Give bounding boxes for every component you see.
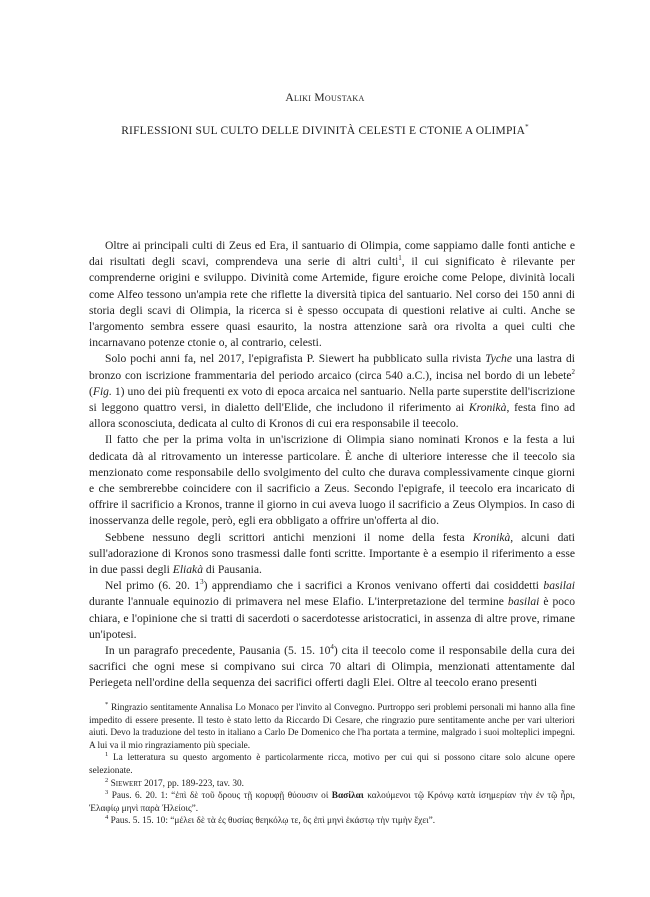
text-run: 1) uno dei più frequenti ex voto di epoca arcaica nel santuario. Nella parte superstite dell'iscrizione si leggono quattro versi, in dialetto dell'Elide, che includono il riferimento ai [89,384,575,415]
footnote-text: 2017, pp. 189-223, tav. 30. [141,778,244,789]
footnote-ref-1: 1 [398,254,402,263]
paragraph-4 [89,530,575,579]
footnote-1 [89,752,575,777]
text-run: durante l'annuale equinozio di primavera nel mese Elafio. L'interpretazione del termine [89,595,508,609]
paragraph-5 [89,578,575,643]
greek-quote-emphasis: Βασίλαι [331,791,364,802]
term-kronika: Kronikà [468,401,507,415]
text-run: è poco chiara, e l'opinione che si tratti di sacerdoti o sacerdotesse aristocratici, in assenza di altre prove, rimane un'ipotesi. [89,595,575,641]
text-run: Nel primo (6. 20. 1 [105,579,201,593]
greek-quote: καλούμενοι τῷ Κρόνῳ κατὰ ἰσημερίαν τὴν ἐν τῷ ἦρι, Ἐλαφίῳ μηνὶ παρὰ Ἠλείοις”. [89,791,576,814]
footnote-4 [89,815,575,828]
footnote-ref-2: 2 [571,367,575,376]
footnote-ref-3: 3 [200,578,204,587]
text-run: ( [89,384,93,398]
footnote-2 [89,778,575,791]
source-reference: Paus. 5. 15. 10: [110,816,171,827]
footnote-ref-4: 4 [330,643,334,652]
footnote-marker: 1 [105,751,109,759]
term-kronika: Kronikà [472,530,511,544]
source-reference: Paus. 6. 20. 1: [111,791,172,802]
main-text [89,238,575,692]
footnote-star [89,702,575,752]
paragraph-6 [89,643,575,692]
footnote-marker: 4 [105,814,109,822]
text-run: , il cui significato è rilevante per comprenderne origini e sviluppo. Divinità come Artemide, figure eroiche come Pelope, divinità locali come Alfeo tessono un'ampia rete che riflette la diversità tipica del santuario. Nel corso dei 150 anni di storia degli scavi di Olimpia, la ricerca si è spesso occupata di questioni relative ai culti. Anche se l'argomento sembra essere quasi esaurito, la nostra attenzione sarà ora rivolta a quei culti che incarnavano potenze ctonie o, al contrario, celesti. [89,255,575,350]
term-eliaka: Eliakà [172,563,203,577]
figure-ref: Fig. [92,384,112,398]
term-basilai: basilai [543,579,575,593]
text-run: Sebbene nessuno degli scrittori antichi menzioni il nome della festa [105,530,473,544]
text-run: Solo pochi anni fa, nel 2017, l'epigrafista P. Siewert ha pubblicato sulla rivista [105,352,486,366]
footnote-marker: 3 [105,789,109,797]
footnote-text: La letteratura su questo argomento è particolarmente ricca, motivo per cui qui si possono citare solo alcune opere selezionate. [89,753,575,776]
footnote-text: Ringrazio sentitamente Annalisa Lo Monaco per l'invito al Convegno. Purtroppo seri problemi personali mi hanno alla fine impedito di essere presente. Il testo è stato letto da Riccardo Di Cesare, che ringrazio pure sentitamente anche per vari ulteriori aiuti. Devo la traduzione del testo in italiano a Carlo De Domenico che l'ha portata a termine, malgrado i suoi molteplici impegni. A lui va il mio ringraziamento più speciale. [89,703,575,751]
footnote-marker: * [105,700,109,708]
greek-quote: “ἐπὶ δὲ τοῦ ὄρους τῇ κορυφῇ θύουσιν οἱ [171,791,332,802]
title-footnote-marker: * [525,123,529,132]
paragraph-1 [89,238,575,351]
text-run: una lastra di bronzo con iscrizione frammentaria del periodo arcaico (circa 540 a.C.), incisa nel bordo di un lebete [89,352,575,382]
greek-quote: “μέλει δὲ τὰ ἐς θυσίας θεηκόλῳ τε, ὃς ἐπὶ μηνὶ ἑκάστῳ τὴν τιμὴν ἔχει”. [170,816,436,827]
cited-author: Siewert [110,778,142,789]
footnote-marker: 2 [105,776,109,784]
footnote-3 [89,790,575,815]
footnotes [89,702,575,828]
term-basilai: basilai [507,595,540,609]
text-run: ) apprendiamo che i sacrifici a Kronos venivano offerti dai cosiddetti [203,579,544,593]
text-run: Oltre ai principali culti di Zeus ed Era, il santuario di Olimpia, come sappiamo dalle fonti antiche e dai risultati degli scavi, comprendeva una serie di altri culti [89,239,575,269]
text-run: , alcuni dati sull'adorazione di Kronos sono trasmessi dalle fonti scritte. Importante è a esempio il riferimento a esse in due passi degli [89,530,575,577]
text-run: , festa fino ad allora sconosciuta, dedicata al culto di Kronos di cui era responsabile il teecolo. [89,401,575,431]
article-title-text: RIFLESSIONI SUL CULTO DELLE DIVINITÀ CELESTI E CTONIE A OLIMPIA [121,125,526,137]
paragraph-3: Il fatto che per la prima volta in un'iscrizione di Olimpia siano nominati Kronos e la festa a lui dedicata dà al ritrovamento un interesse particolare. È anche di ulteriore interesse che il teecolo sia menzionato come responsabile dello svolgimento del culto che durava complessivamente cinque giorni e che sembrerebbe coincidere con il sacrificio a Zeus. Secondo l'epigrafe, il teecolo era incaricato di offrire il sacrificio a Kronos, tranne il giorno in cui aveva luogo il sacrificio a Zeus Olympios. In caso di inosservanza delle regole, però, egli era obbligato a offrire un'offerta al dio. [89,433,575,528]
author-name: Aliki Moustaka [285,92,365,104]
article-title [0,125,650,137]
journal-name: Tyche [485,352,512,366]
text-run: di Pausania. [203,563,262,577]
text-run: In un paragrafo precedente, Pausania (5. 15. 10 [105,644,331,658]
text-run: ) cita il teecolo come il responsabile della cura dei sacrifici che ogni mese si compivano sui circa 70 altari di Olimpia, menzionati attentamente dal Periegeta nell'ordine della sequenza dei sacrifici offerti dagli Elei. Oltre al teecolo erano presenti [89,644,575,690]
paragraph-2 [89,351,575,432]
